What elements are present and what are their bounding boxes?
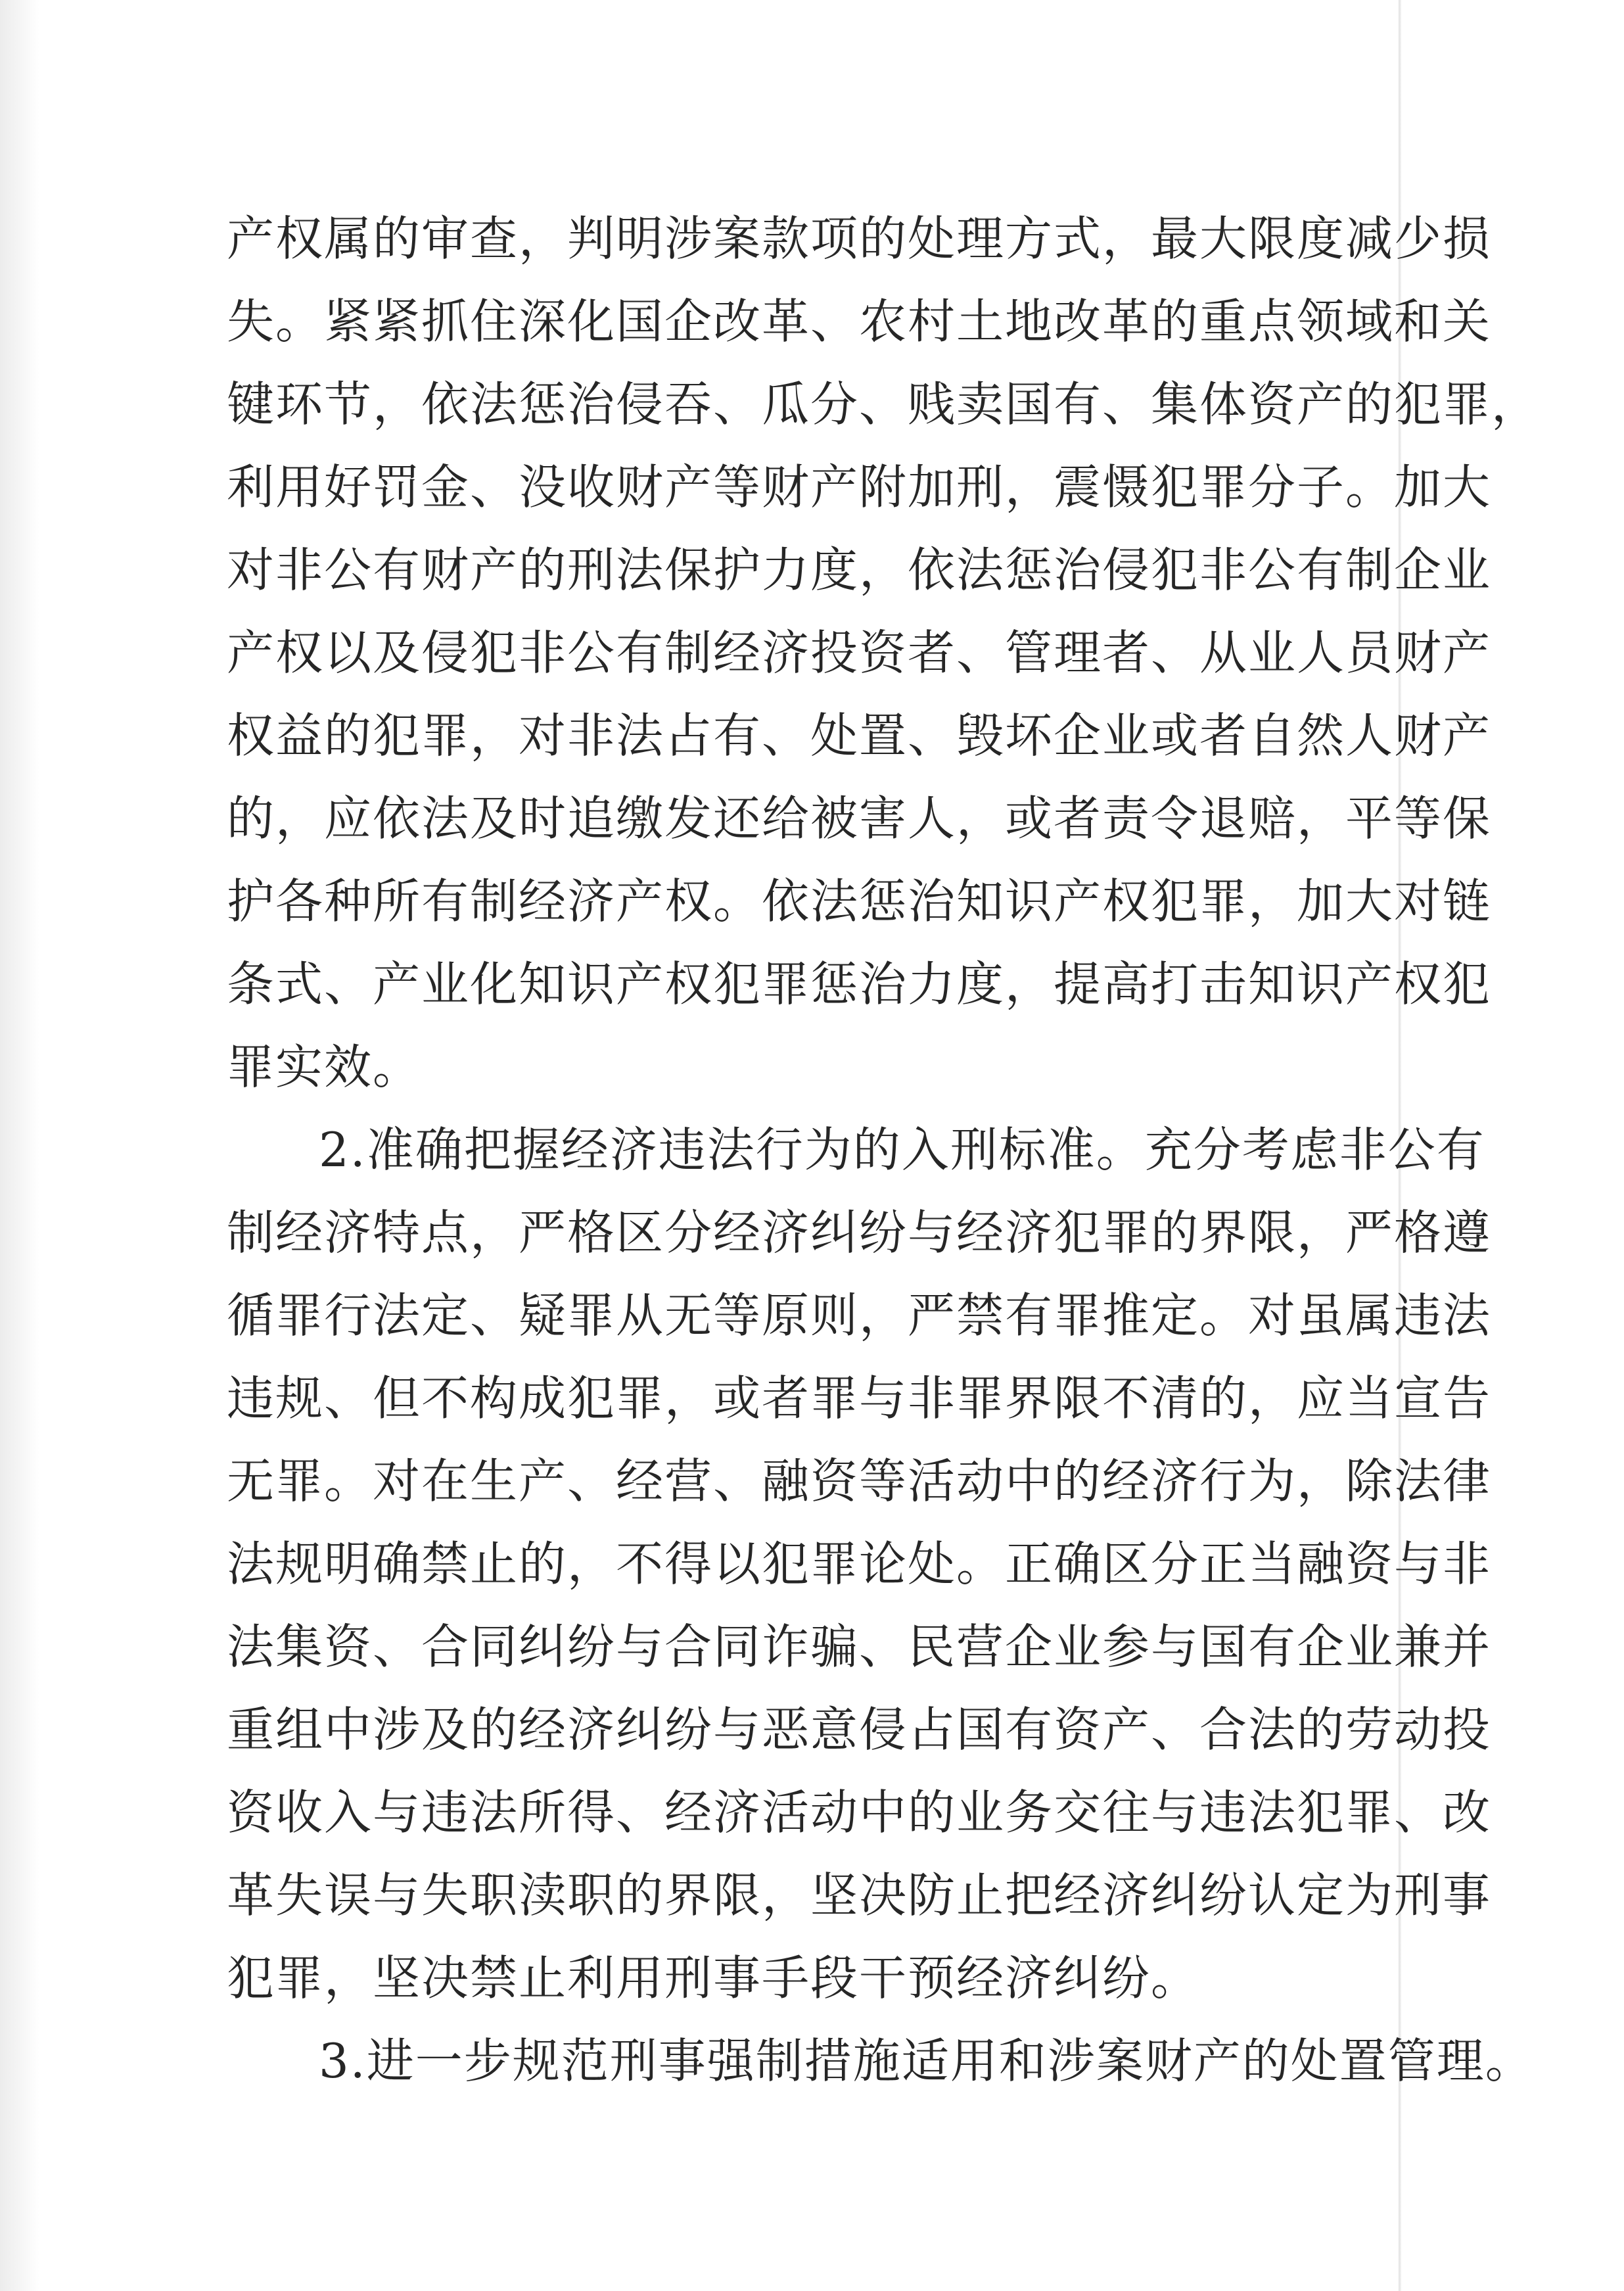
text-line: 护各种所有制经济产权。依法惩治知识产权犯罪，加大对链 bbox=[227, 874, 1492, 929]
text-line: 3.进一步规范刑事强制措施适用和涉案财产的处置管理。 bbox=[319, 2033, 1534, 2089]
text-line: 无罪。对在生产、经营、融资等活动中的经济行为，除法律 bbox=[227, 1453, 1492, 1509]
text-line: 法规明确禁止的，不得以犯罪论处。正确区分正当融资与非 bbox=[227, 1536, 1492, 1592]
text-line: 产权以及侵犯非公有制经济投资者、管理者、从业人员财产 bbox=[227, 625, 1492, 680]
scan-left-shadow bbox=[0, 0, 39, 2291]
text-line: 违规、但不构成犯罪，或者罪与非罪界限不清的，应当宣告 bbox=[227, 1371, 1492, 1426]
text-line: 制经济特点，严格区分经济纠纷与经济犯罪的界限，严格遵 bbox=[227, 1205, 1492, 1260]
text-line: 重组中涉及的经济纠纷与恶意侵占国有资产、合法的劳动投 bbox=[227, 1702, 1492, 1757]
text-line: 的，应依法及时追缴发还给被害人，或者责令退赔，平等保 bbox=[227, 791, 1492, 846]
text-line: 键环节，依法惩治侵吞、瓜分、贱卖国有、集体资产的犯罪， bbox=[227, 377, 1541, 432]
text-line: 犯罪，坚决禁止利用刑事手段干预经济纠纷。 bbox=[227, 1950, 1200, 2006]
text-line: 条式、产业化知识产权犯罪惩治力度，提高打击知识产权犯 bbox=[227, 957, 1492, 1012]
document-body bbox=[227, 197, 1541, 2102]
text-line: 法集资、合同纠纷与合同诈骗、民营企业参与国有企业兼并 bbox=[227, 1619, 1492, 1674]
text-line: 革失误与失职渎职的界限，坚决防止把经济纠纷认定为刑事 bbox=[227, 1868, 1492, 1923]
paragraph-1 bbox=[227, 197, 1541, 1108]
text-line: 失。紧紧抓住深化国企改革、农村土地改革的重点领域和关 bbox=[227, 294, 1492, 349]
text-line: 权益的犯罪，对非法占有、处置、毁坏企业或者自然人财产 bbox=[227, 708, 1492, 763]
text-line: 利用好罚金、没收财产等财产附加刑，震慑犯罪分子。加大 bbox=[227, 460, 1492, 515]
text-line: 产权属的审查，判明涉案款项的处理方式，最大限度减少损 bbox=[227, 211, 1492, 266]
paragraph-3 bbox=[227, 2019, 1534, 2102]
text-line: 资收入与违法所得、经济活动中的业务交往与违法犯罪、改 bbox=[227, 1785, 1492, 1840]
text-line: 罪实效。 bbox=[227, 1039, 422, 1095]
paragraph-2 bbox=[227, 1108, 1492, 2019]
text-line: 2.准确把握经济违法行为的入刑标准。充分考虑非公有 bbox=[319, 1122, 1485, 1177]
text-line: 对非公有财产的刑法保护力度，依法惩治侵犯非公有制企业 bbox=[227, 542, 1492, 598]
text-line: 循罪行法定、疑罪从无等原则，严禁有罪推定。对虽属违法 bbox=[227, 1288, 1492, 1343]
